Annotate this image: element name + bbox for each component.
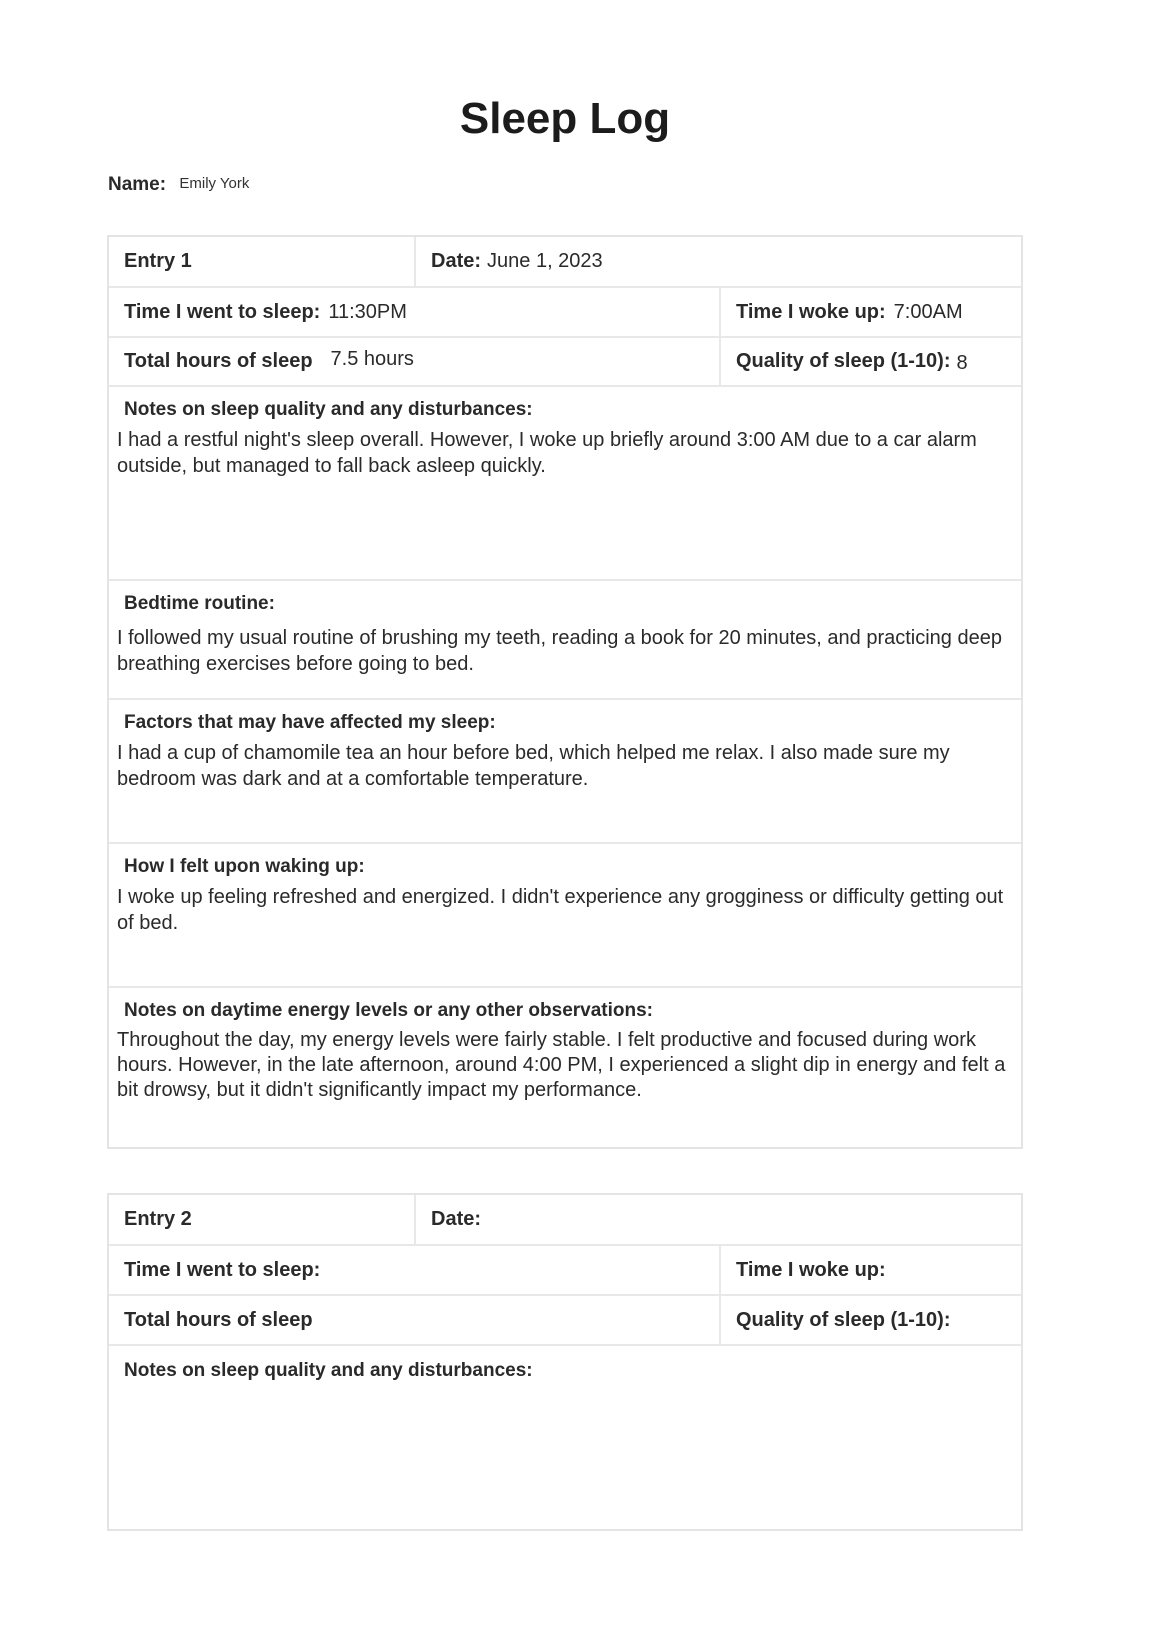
date-cell[interactable] [414,1195,1021,1244]
name-value[interactable]: Emily York [179,175,250,192]
page-title: Sleep Log [459,94,671,143]
total-hours-label: Total hours of sleep [124,1308,313,1331]
notes-value[interactable]: I had a restful night's sleep overall. However, I woke up briefly around 3:00 AM due to a car alarm outside, but managed to fall back asleep quickly. [117,429,977,477]
entry-label: Entry 1 [124,250,192,272]
date-label: Date: [431,250,482,272]
waking-value[interactable]: I woke up feeling refreshed and energized. I didn't experience any grogginess or difficulty getting out of bed. [117,886,1004,934]
entry-2 [107,1193,1023,1531]
quality-label: Quality of sleep (1-10): [736,350,951,372]
date-value[interactable]: June 1, 2023 [487,250,603,272]
sleep-time-cell[interactable] [109,288,719,336]
factors-label: Factors that may have affected my sleep: [124,712,496,733]
entry-label: Entry 2 [124,1208,192,1230]
daytime-value[interactable]: Throughout the day, my energy levels were fairly stable. I felt productive and focused during work hours. However, in the late afternoon, around 4:00 PM, I experienced a slight dip in energy and felt a bit drowsy, but it didn't significantly impact my performance. [117,1029,1006,1101]
total-hours-cell[interactable] [109,1296,719,1344]
entry-label-cell [109,1195,414,1244]
total-hours-value[interactable]: 7.5 hours [330,348,414,370]
total-hours-cell[interactable] [109,338,719,385]
notes-block[interactable] [109,387,1021,581]
factors-value[interactable]: I had a cup of chamomile tea an hour before bed, which helped me relax. I also made sure my bedroom was dark and at a comfortable temperature. [117,742,950,790]
name-label: Name: [108,174,167,195]
routine-label: Bedtime routine: [124,593,275,614]
notes-label: Notes on sleep quality and any disturbances: [124,399,533,420]
entry-label-cell [109,237,414,286]
total-hours-label: Total hours of sleep [124,350,313,372]
factors-block[interactable] [109,700,1021,844]
notes-label: Notes on sleep quality and any disturbances: [124,1360,533,1381]
routine-block[interactable] [109,581,1021,700]
notes-block[interactable] [109,1346,1021,1388]
entry-1 [107,235,1023,1149]
wake-time-cell[interactable] [719,1246,1021,1294]
date-cell[interactable] [414,237,1021,286]
wake-time-label: Time I woke up: [736,300,886,323]
quality-cell[interactable] [719,1296,1021,1344]
waking-block[interactable] [109,844,1021,988]
name-row [108,174,249,196]
daytime-label: Notes on daytime energy levels or any other observations: [124,1000,653,1021]
sleep-time-value[interactable]: 11:30PM [328,300,407,323]
wake-time-value[interactable]: 7:00AM [893,300,963,323]
date-label: Date: [431,1208,482,1230]
quality-value[interactable]: 8 [956,352,968,374]
sleep-time-label: Time I went to sleep: [124,1258,321,1281]
quality-cell[interactable] [719,338,1021,385]
daytime-block[interactable] [109,988,1021,1103]
waking-label: How I felt upon waking up: [124,856,365,877]
wake-time-cell[interactable] [719,288,1021,336]
wake-time-label: Time I woke up: [736,1258,886,1281]
routine-value[interactable]: I followed my usual routine of brushing my teeth, reading a book for 20 minutes, and practicing deep breathing exercises before going to bed. [117,627,1002,675]
quality-label: Quality of sleep (1-10): [736,1308,951,1331]
sleep-time-label: Time I went to sleep: [124,300,321,323]
sleep-time-cell[interactable] [109,1246,719,1294]
